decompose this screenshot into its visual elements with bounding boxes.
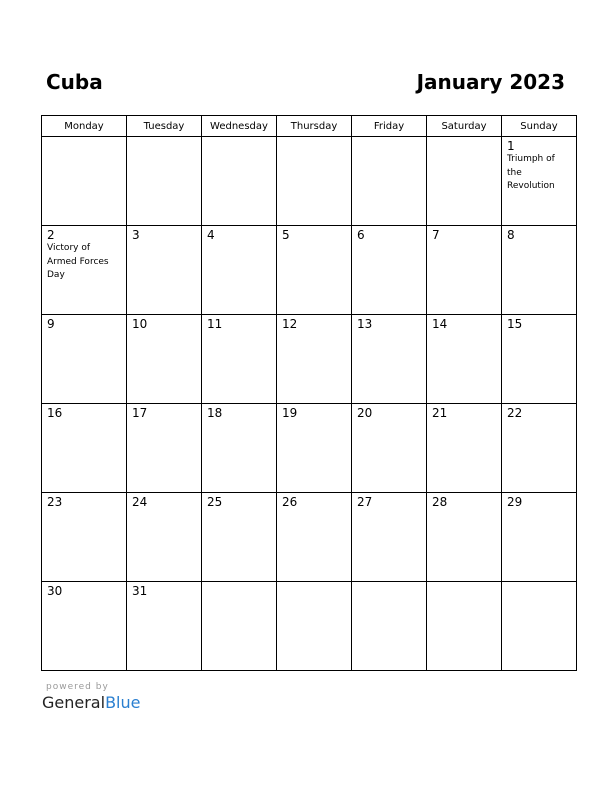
day-cell [127, 137, 202, 226]
day-number: 19 [282, 406, 298, 420]
day-number: 7 [432, 228, 440, 242]
week-row [42, 582, 577, 671]
day-cell [277, 582, 352, 671]
day-cell [202, 404, 277, 493]
day-cell [42, 226, 127, 315]
day-cell [277, 226, 352, 315]
day-number: 8 [507, 228, 515, 242]
weekday-saturday: Saturday [427, 116, 502, 137]
day-number: 2 [47, 228, 55, 242]
day-cell [502, 315, 577, 404]
weekday-tuesday: Tuesday [127, 116, 202, 137]
day-number: 16 [47, 406, 63, 420]
day-cell [42, 315, 127, 404]
day-cell [202, 137, 277, 226]
day-cell [502, 404, 577, 493]
weekday-monday: Monday [42, 116, 127, 137]
day-number: 6 [357, 228, 365, 242]
week-row [42, 315, 577, 404]
day-number: 13 [357, 317, 373, 331]
day-cell [427, 582, 502, 671]
logo-blue-text: Blue [105, 693, 141, 712]
month-title: January 2023 [416, 70, 565, 94]
day-number: 9 [47, 317, 55, 331]
day-cell [127, 315, 202, 404]
day-cell [202, 493, 277, 582]
day-number: 31 [132, 584, 148, 598]
day-number: 21 [432, 406, 448, 420]
day-cell [502, 226, 577, 315]
day-cell [352, 404, 427, 493]
holiday-label: Victory of Armed Forces Day [47, 243, 109, 280]
day-number: 3 [132, 228, 140, 242]
day-cell [427, 404, 502, 493]
day-number: 12 [282, 317, 298, 331]
day-number: 17 [132, 406, 148, 420]
day-cell [202, 582, 277, 671]
day-number: 29 [507, 495, 523, 509]
day-number: 27 [357, 495, 373, 509]
day-cell [427, 137, 502, 226]
day-cell [42, 582, 127, 671]
day-number: 26 [282, 495, 298, 509]
day-cell [42, 137, 127, 226]
weekday-friday: Friday [352, 116, 427, 137]
day-number: 23 [47, 495, 63, 509]
day-number: 10 [132, 317, 148, 331]
day-cell [352, 582, 427, 671]
week-row [42, 493, 577, 582]
day-number: 5 [282, 228, 290, 242]
day-number: 4 [207, 228, 215, 242]
weekday-sunday: Sunday [502, 116, 577, 137]
day-number: 1 [507, 139, 515, 153]
week-row [42, 137, 577, 226]
day-number: 22 [507, 406, 523, 420]
day-number: 30 [47, 584, 63, 598]
day-cell [427, 226, 502, 315]
day-cell [127, 493, 202, 582]
day-number: 24 [132, 495, 148, 509]
day-cell [277, 137, 352, 226]
day-cell [502, 137, 577, 226]
day-cell [277, 404, 352, 493]
weekday-header-row [42, 116, 577, 137]
day-cell [352, 315, 427, 404]
week-row [42, 226, 577, 315]
generalblue-logo [42, 693, 140, 712]
day-cell [277, 315, 352, 404]
day-cell [202, 315, 277, 404]
calendar-grid [41, 115, 577, 671]
day-cell [42, 493, 127, 582]
logo-general-text: General [42, 693, 106, 712]
day-number: 18 [207, 406, 223, 420]
country-title: Cuba [46, 70, 103, 94]
day-cell [127, 404, 202, 493]
day-cell [277, 493, 352, 582]
day-cell [502, 493, 577, 582]
weekday-thursday: Thursday [277, 116, 352, 137]
day-cell [427, 493, 502, 582]
day-number: 20 [357, 406, 373, 420]
day-cell [352, 226, 427, 315]
holiday-label: Triumph of the Revolution [507, 154, 555, 191]
day-number: 14 [432, 317, 448, 331]
day-cell [42, 404, 127, 493]
day-cell [352, 137, 427, 226]
powered-by-label: powered by [46, 682, 109, 692]
weekday-wednesday: Wednesday [202, 116, 277, 137]
day-number: 25 [207, 495, 223, 509]
day-cell [202, 226, 277, 315]
day-number: 28 [432, 495, 448, 509]
day-cell [352, 493, 427, 582]
day-cell [427, 315, 502, 404]
day-cell [502, 582, 577, 671]
day-number: 15 [507, 317, 523, 331]
day-cell [127, 226, 202, 315]
day-cell [127, 582, 202, 671]
day-number: 11 [207, 317, 223, 331]
week-row [42, 404, 577, 493]
